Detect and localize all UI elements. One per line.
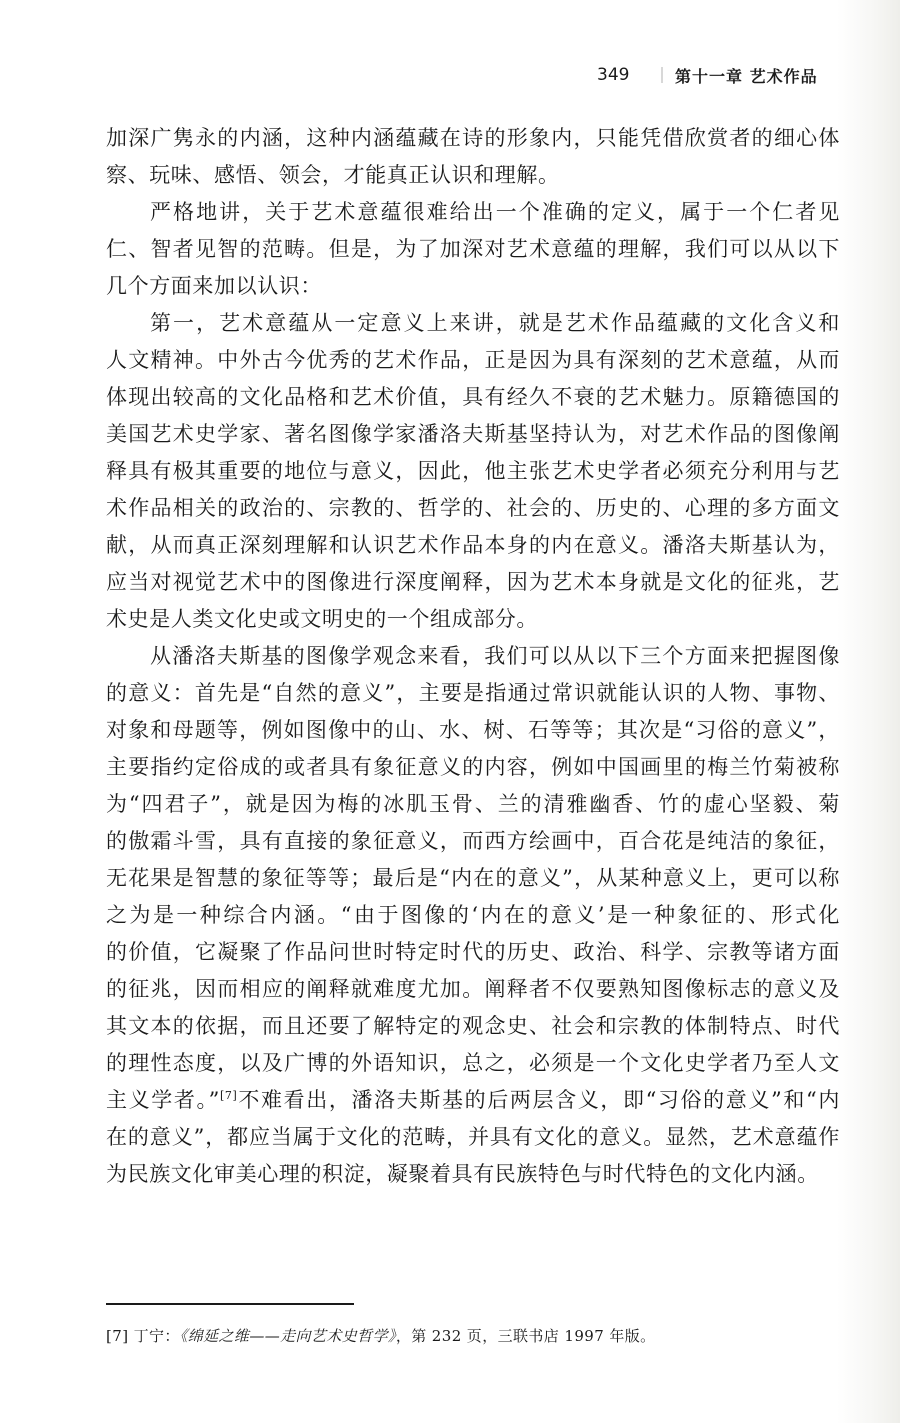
text-segment: 不难看出，潘洛夫斯基的后两层含义，即“习俗的意义”和“内: [237, 1088, 840, 1112]
text-line: 仁、智者见智的范畴。但是，为了加深对艺术意蕴的理解，我们可以从以下: [106, 237, 840, 261]
text-line: 美国艺术史学家、著名图像学家潘洛夫斯基坚持认为，对艺术作品的图像阐: [106, 422, 840, 446]
text-line: 人文精神。中外古今优秀的艺术作品，正是因为具有深刻的艺术意蕴，从而: [106, 348, 840, 372]
text-line: 的征兆，因而相应的阐释就难度尤加。阐释者不仅要熟知图像标志的意义及: [106, 977, 840, 1001]
text-line: 几个方面来加以认识：: [106, 274, 322, 298]
text-line: 对象和母题等，例如图像中的山、水、树、石等等；其次是“习俗的意义”，: [106, 718, 840, 742]
page-number: 349: [597, 65, 630, 85]
text-line: 主要指约定俗成的或者具有象征意义的内容，例如中国画里的梅兰竹菊被称: [106, 755, 840, 779]
footnote-mark: [7]: [106, 1327, 129, 1345]
text-line: 的傲霜斗雪，具有直接的象征意义，而西方绘画中，百合花是纯洁的象征，: [106, 829, 840, 853]
text-line: 严格地讲，关于艺术意蕴很难给出一个准确的定义，属于一个仁者见: [150, 200, 840, 224]
text-line: 察、玩味、感悟、领会，才能真正认识和理解。: [106, 163, 560, 187]
text-line: 在的意义”，都应当属于文化的范畴，并具有文化的意义。显然，艺术意蕴作: [106, 1125, 840, 1149]
footnote-divider: [106, 1303, 354, 1305]
text-line: 释具有极其重要的地位与意义，因此，他主张艺术史学者必须充分利用与艺: [106, 459, 840, 483]
running-header: [540, 60, 840, 90]
text-line: 的意义：首先是“自然的意义”，主要是指通过常识就能认识的人物、事物、: [106, 681, 840, 705]
body-text: [106, 120, 840, 1193]
footnote-citation: ，第 232 页，三联书店 1997 年版。: [395, 1327, 656, 1345]
text-line: 无花果是智慧的象征等等；最后是“内在的意义”，从某种意义上，更可以称: [106, 866, 840, 890]
text-line: 献，从而真正深刻理解和认识艺术作品本身的内在意义。潘洛夫斯基认为，: [106, 533, 840, 557]
text-line: 为“四君子”，就是因为梅的冰肌玉骨、兰的清雅幽香、竹的虚心坚毅、菊: [106, 792, 840, 816]
text-line: 为民族文化审美心理的积淀，凝聚着具有民族特色与时代特色的文化内涵。: [106, 1162, 819, 1186]
header-divider: [661, 67, 663, 83]
text-line: 术作品相关的政治的、宗教的、哲学的、社会的、历史的、心理的多方面文: [106, 496, 840, 520]
footnote: [106, 1325, 840, 1347]
text-line: 的价值，它凝聚了作品问世时特定时代的历史、政治、科学、宗教等诸方面: [106, 940, 840, 964]
text-line: 应当对视觉艺术中的图像进行深度阐释，因为艺术本身就是文化的征兆，艺: [106, 570, 840, 594]
text-line: 之为是一种综合内涵。“由于图像的‘内在的意义’是一种象征的、形式化: [106, 903, 840, 927]
footnote-author: 丁宁：: [133, 1327, 180, 1345]
text-line-with-footnote: [106, 1082, 840, 1119]
text-line: 加深广隽永的内涵，这种内涵蕴藏在诗的形象内，只能凭借欣赏者的细心体: [106, 126, 840, 150]
text-line: 从潘洛夫斯基的图像学观念来看，我们可以从以下三个方面来把握图像: [150, 644, 840, 668]
footnote-book-title: 《绵延之维——走向艺术史哲学》: [179, 1327, 396, 1345]
chapter-title: 第十一章 艺术作品: [675, 66, 818, 86]
text-line: 其文本的依据，而且还要了解特定的观念史、社会和宗教的体制特点、时代: [106, 1014, 840, 1038]
text-line: 体现出较高的文化品格和艺术价值，具有经久不衰的艺术魅力。原籍德国的: [106, 385, 840, 409]
text-line: 第一，艺术意蕴从一定意义上来讲，就是艺术作品蕴藏的文化含义和: [150, 311, 840, 335]
footnote-reference[interactable]: [7]: [219, 1089, 238, 1102]
text-line: 的理性态度，以及广博的外语知识，总之，必须是一个文化史学者乃至人文: [106, 1051, 840, 1075]
text-segment: 主义学者。”: [106, 1088, 220, 1112]
text-line: 术史是人类文化史或文明史的一个组成部分。: [106, 607, 538, 631]
